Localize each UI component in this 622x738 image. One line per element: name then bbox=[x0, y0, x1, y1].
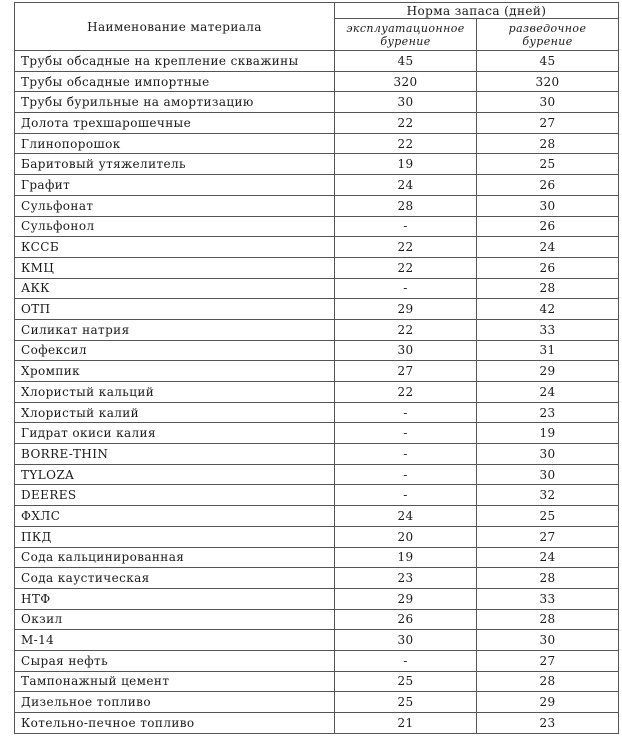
table-row bbox=[15, 547, 619, 568]
material-name-cell: Трубы бурильные на амортизацию bbox=[15, 92, 335, 113]
table-row bbox=[15, 630, 619, 651]
exploration-norm-cell: 25 bbox=[477, 506, 619, 527]
exploitation-norm-cell: - bbox=[335, 278, 477, 299]
exploitation-norm-cell: 19 bbox=[335, 547, 477, 568]
material-name-cell: М-14 bbox=[15, 630, 335, 651]
material-name-cell: Силикат натрия bbox=[15, 319, 335, 340]
exploitation-norm-cell: - bbox=[335, 444, 477, 465]
material-name-cell: КССБ bbox=[15, 237, 335, 258]
exploration-norm-cell: 24 bbox=[477, 547, 619, 568]
exploitation-norm-cell: - bbox=[335, 650, 477, 671]
material-name-cell: Графит bbox=[15, 175, 335, 196]
exploration-norm-cell: 30 bbox=[477, 630, 619, 651]
exploitation-norm-cell: 22 bbox=[335, 237, 477, 258]
exploration-norm-cell: 24 bbox=[477, 382, 619, 403]
table-row bbox=[15, 588, 619, 609]
material-name-cell: Сода кальцинированная bbox=[15, 547, 335, 568]
table-row bbox=[15, 444, 619, 465]
material-name-cell: DEERES bbox=[15, 485, 335, 506]
exploitation-norm-cell: 27 bbox=[335, 361, 477, 382]
exploration-norm-cell: 23 bbox=[477, 402, 619, 423]
header-exploitation-drilling bbox=[335, 19, 477, 51]
exploitation-norm-cell: 30 bbox=[335, 92, 477, 113]
exploitation-norm-cell: 45 bbox=[335, 51, 477, 72]
table-row bbox=[15, 257, 619, 278]
table-row bbox=[15, 526, 619, 547]
material-name-cell: ПКД bbox=[15, 526, 335, 547]
material-name-cell: Сульфонат bbox=[15, 195, 335, 216]
table-row bbox=[15, 485, 619, 506]
exploration-norm-cell: 28 bbox=[477, 568, 619, 589]
exploration-norm-cell: 32 bbox=[477, 485, 619, 506]
material-name-cell: АКК bbox=[15, 278, 335, 299]
exploitation-norm-cell: 28 bbox=[335, 195, 477, 216]
material-name-cell: Хромпик bbox=[15, 361, 335, 382]
table-row bbox=[15, 133, 619, 154]
exploitation-norm-cell: 29 bbox=[335, 299, 477, 320]
exploitation-norm-cell: 24 bbox=[335, 506, 477, 527]
table-row bbox=[15, 299, 619, 320]
material-name-cell: Хлористый кальций bbox=[15, 382, 335, 403]
material-name-cell: КМЦ bbox=[15, 257, 335, 278]
material-name-cell: ФХЛС bbox=[15, 506, 335, 527]
material-name-cell: Трубы обсадные импортные bbox=[15, 71, 335, 92]
material-name-cell: Глинопорошок bbox=[15, 133, 335, 154]
exploration-norm-cell: 320 bbox=[477, 71, 619, 92]
material-name-cell: BORRE-THIN bbox=[15, 444, 335, 465]
exploration-norm-cell: 28 bbox=[477, 609, 619, 630]
exploitation-norm-cell: 320 bbox=[335, 71, 477, 92]
table-row bbox=[15, 713, 619, 734]
material-name-cell: Гидрат окиси калия bbox=[15, 423, 335, 444]
material-name-cell: ОТП bbox=[15, 299, 335, 320]
material-name-cell: Сырая нефть bbox=[15, 650, 335, 671]
table-row bbox=[15, 237, 619, 258]
exploration-norm-cell: 42 bbox=[477, 299, 619, 320]
exploitation-norm-cell: 25 bbox=[335, 692, 477, 713]
exploration-norm-cell: 23 bbox=[477, 713, 619, 734]
exploitation-norm-cell: - bbox=[335, 216, 477, 237]
table-row bbox=[15, 216, 619, 237]
exploration-norm-cell: 27 bbox=[477, 650, 619, 671]
exploration-norm-cell: 24 bbox=[477, 237, 619, 258]
exploitation-norm-cell: 23 bbox=[335, 568, 477, 589]
exploitation-norm-cell: 21 bbox=[335, 713, 477, 734]
exploration-norm-cell: 30 bbox=[477, 92, 619, 113]
exploration-norm-cell: 28 bbox=[477, 278, 619, 299]
exploration-norm-cell: 31 bbox=[477, 340, 619, 361]
material-name-cell: НТФ bbox=[15, 588, 335, 609]
exploration-norm-cell: 28 bbox=[477, 671, 619, 692]
table-row bbox=[15, 195, 619, 216]
table-row bbox=[15, 51, 619, 72]
material-name-cell: Сода каустическая bbox=[15, 568, 335, 589]
table-row bbox=[15, 319, 619, 340]
exploration-norm-cell: 19 bbox=[477, 423, 619, 444]
exploration-norm-cell: 28 bbox=[477, 133, 619, 154]
table-row bbox=[15, 71, 619, 92]
header-material-name: Наименование материала bbox=[15, 3, 335, 51]
exploration-norm-cell: 26 bbox=[477, 257, 619, 278]
exploration-norm-cell: 27 bbox=[477, 526, 619, 547]
table-row bbox=[15, 382, 619, 403]
material-name-cell: Трубы обсадные на крепление скважины bbox=[15, 51, 335, 72]
exploitation-norm-cell: 19 bbox=[335, 154, 477, 175]
exploitation-norm-cell: 30 bbox=[335, 630, 477, 651]
table-row bbox=[15, 506, 619, 527]
exploration-norm-cell: 25 bbox=[477, 154, 619, 175]
exploitation-norm-cell: 29 bbox=[335, 588, 477, 609]
exploration-norm-cell: 26 bbox=[477, 216, 619, 237]
material-name-cell: Баритовый утяжелитель bbox=[15, 154, 335, 175]
table-row bbox=[15, 361, 619, 382]
table-row bbox=[15, 340, 619, 361]
material-name-cell: Софексил bbox=[15, 340, 335, 361]
exploitation-norm-cell: - bbox=[335, 423, 477, 444]
material-name-cell: Хлористый калий bbox=[15, 402, 335, 423]
header-exploration-drilling bbox=[477, 19, 619, 51]
table-row bbox=[15, 692, 619, 713]
exploitation-norm-cell: 22 bbox=[335, 319, 477, 340]
exploration-norm-cell: 45 bbox=[477, 51, 619, 72]
exploitation-norm-cell: 25 bbox=[335, 671, 477, 692]
exploitation-norm-cell: 22 bbox=[335, 133, 477, 154]
table-row bbox=[15, 402, 619, 423]
exploration-norm-cell: 29 bbox=[477, 692, 619, 713]
table-body bbox=[15, 51, 619, 734]
material-name-cell: Тампонажный цемент bbox=[15, 671, 335, 692]
exploration-norm-cell: 33 bbox=[477, 319, 619, 340]
material-name-cell: Сульфонол bbox=[15, 216, 335, 237]
table-row bbox=[15, 609, 619, 630]
exploitation-norm-cell: 30 bbox=[335, 340, 477, 361]
table-row bbox=[15, 92, 619, 113]
exploration-norm-cell: 29 bbox=[477, 361, 619, 382]
header-stock-norm: Норма запаса (дней) bbox=[335, 3, 619, 19]
exploitation-norm-cell: 20 bbox=[335, 526, 477, 547]
table-row bbox=[15, 423, 619, 444]
exploration-norm-cell: 26 bbox=[477, 175, 619, 196]
exploitation-norm-cell: 24 bbox=[335, 175, 477, 196]
stock-norms-table bbox=[14, 2, 619, 734]
exploitation-norm-cell: - bbox=[335, 402, 477, 423]
table-row bbox=[15, 568, 619, 589]
table-row bbox=[15, 154, 619, 175]
material-name-cell: Окзил bbox=[15, 609, 335, 630]
header-exploitation-line1: эксплуатационное bbox=[346, 21, 465, 35]
exploitation-norm-cell: - bbox=[335, 485, 477, 506]
exploration-norm-cell: 30 bbox=[477, 444, 619, 465]
exploitation-norm-cell: 26 bbox=[335, 609, 477, 630]
exploration-norm-cell: 33 bbox=[477, 588, 619, 609]
exploitation-norm-cell: - bbox=[335, 464, 477, 485]
material-name-cell: Котельно-печное топливо bbox=[15, 713, 335, 734]
exploitation-norm-cell: 22 bbox=[335, 382, 477, 403]
exploitation-norm-cell: 22 bbox=[335, 113, 477, 134]
material-name-cell: Дизельное топливо bbox=[15, 692, 335, 713]
material-name-cell: TYLOZA bbox=[15, 464, 335, 485]
table-row bbox=[15, 464, 619, 485]
exploration-norm-cell: 27 bbox=[477, 113, 619, 134]
exploitation-norm-cell: 22 bbox=[335, 257, 477, 278]
header-exploitation-line2: бурение bbox=[380, 34, 431, 48]
table-row bbox=[15, 175, 619, 196]
material-name-cell: Долота трехшарошечные bbox=[15, 113, 335, 134]
table-row bbox=[15, 278, 619, 299]
exploration-norm-cell: 30 bbox=[477, 464, 619, 485]
header-exploration-line2: бурение bbox=[522, 34, 573, 48]
table-row bbox=[15, 113, 619, 134]
exploration-norm-cell: 30 bbox=[477, 195, 619, 216]
header-exploration-line1: разведочное bbox=[508, 21, 587, 35]
table-row bbox=[15, 650, 619, 671]
table-row bbox=[15, 671, 619, 692]
